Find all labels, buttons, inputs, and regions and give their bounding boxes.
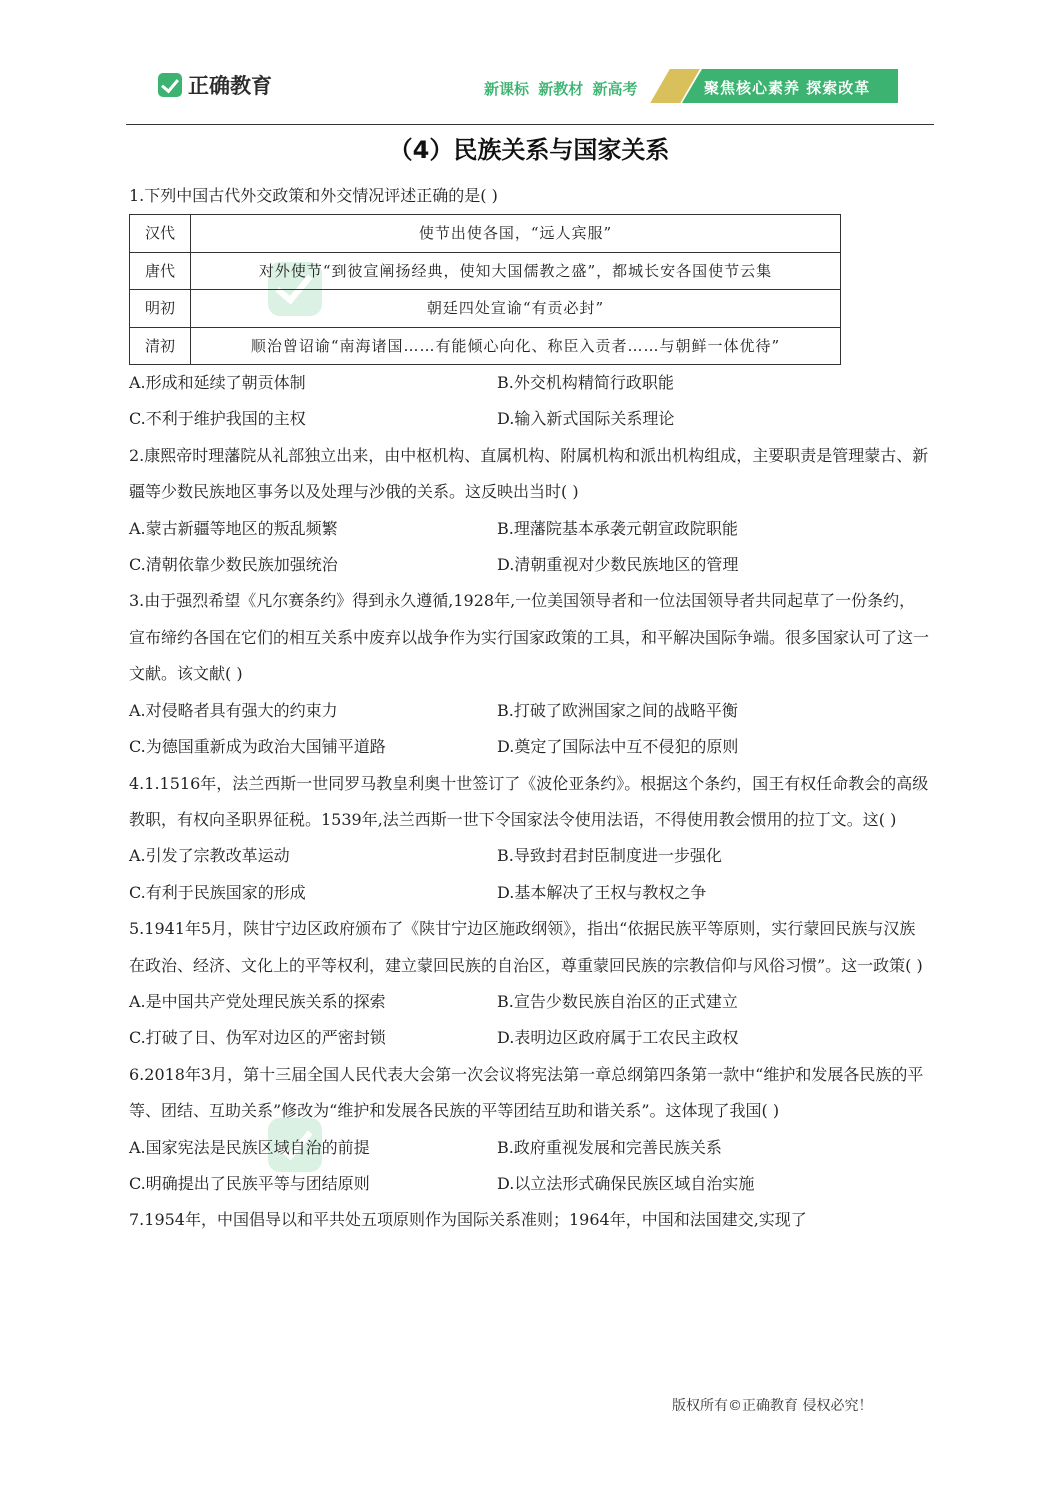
question-4-options bbox=[129, 838, 929, 911]
option-a: A.形成和延续了朝贡体制 bbox=[129, 373, 306, 393]
copyright-footer: 版权所有©正确教育 侵权必究！ bbox=[672, 1398, 873, 1414]
option-d: D.清朝重视对少数民族地区的管理 bbox=[497, 555, 739, 575]
checkmark-logo-icon bbox=[158, 73, 182, 97]
option-d: D.表明边区政府属于工农民主政权 bbox=[497, 1028, 739, 1048]
table-cell-desc: 使节出使各国，“远人宾服” bbox=[191, 215, 841, 252]
question-5-options bbox=[129, 984, 929, 1057]
question-5-stem: 5.1941年5月，陕甘宁边区政府颁布了《陕甘宁边区施政纲领》，指出“依据民族平等原则，实行蒙回民族与汉族在政治、经济、文化上的平等权利，建立蒙回民族的自治区，尊重蒙回民族的宗教信仰与风俗习惯”。这一政策( ) bbox=[129, 919, 923, 975]
table-cell-desc: 顺治曾诏谕“南海诸国……有能倾心向化、称臣入贡者……与朝鲜一体优待” bbox=[191, 327, 841, 364]
option-a: A.国家宪法是民族区域自治的前提 bbox=[129, 1137, 370, 1157]
option-c: C.打破了日、伪军对边区的严密封锁 bbox=[129, 1028, 386, 1048]
option-a: A.蒙古新疆等地区的叛乱频繁 bbox=[129, 518, 338, 538]
option-b: B.宣告少数民族自治区的正式建立 bbox=[497, 991, 738, 1011]
table-row bbox=[130, 252, 841, 289]
question-3-stem: 3.由于强烈希望《凡尔赛条约》得到永久遵循,1928年,一位美国领导者和一位法国领导者共同起草了一份条约，宣布缔约各国在它们的相互关系中废弃以战争作为实行国家政策的工具，和平解决国际争端。很多国家认可了这一文献。该文献( ) bbox=[129, 591, 930, 684]
table-cell-era: 明初 bbox=[130, 290, 191, 327]
table-row bbox=[130, 327, 841, 364]
table-cell-era: 唐代 bbox=[130, 252, 191, 289]
option-a: A.对侵略者具有强大的约束力 bbox=[129, 700, 338, 720]
option-d: D.输入新式国际关系理论 bbox=[497, 409, 675, 429]
question-4-stem: 4.1.1516年，法兰西斯一世同罗马教皇利奥十世签订了《波伦亚条约》。根据这个条约，国王有权任命教会的高级教职，有权向圣职界征税。1539年,法兰西斯一世下令国家法令使用法语，不得使用教会惯用的拉丁文。这( ) bbox=[129, 773, 929, 829]
banner-text: 聚焦核心素养 探索改革 bbox=[704, 79, 871, 97]
option-b: B.打破了欧洲国家之间的战略平衡 bbox=[497, 700, 738, 720]
question-1-stem: 1.下列中国古代外交政策和外交情况评述正确的是( ) bbox=[129, 186, 498, 205]
question-6-stem: 6.2018年3月，第十三届全国人民代表大会第一次会议将宪法第一章总纲第四条第一款中“维护和发展各民族的平等、团结、互助关系”修改为“维护和发展各民族的平等团结互助和谐关系”。这体现了我国( ) bbox=[129, 1064, 924, 1121]
slogan-text: 新课标 新教材 新高考 bbox=[484, 80, 638, 98]
option-c: C.有利于民族国家的形成 bbox=[129, 882, 306, 902]
question-2-stem: 2.康熙帝时理藩院从礼部独立出来，由中枢机构、直属机构、附属机构和派出机构组成，主要职责是管理蒙古、新疆等少数民族地区事务以及处理与沙俄的关系。这反映出当时( ) bbox=[129, 445, 929, 502]
option-d: D.基本解决了王权与教权之争 bbox=[497, 882, 707, 902]
question-1-options bbox=[129, 365, 929, 438]
table-row bbox=[130, 290, 841, 327]
option-d: D.奠定了国际法中互不侵犯的原则 bbox=[497, 737, 739, 757]
option-b: B.导致封君封臣制度进一步强化 bbox=[497, 846, 722, 866]
option-c: C.为德国重新成为政治大国铺平道路 bbox=[129, 737, 386, 757]
question-list bbox=[129, 178, 929, 1239]
header-divider bbox=[126, 124, 934, 125]
table-cell-desc: 朝廷四处宣谕“有贡必封” bbox=[191, 290, 841, 327]
option-b: B.理藩院基本承袭元朝宣政院职能 bbox=[497, 518, 738, 538]
slogan-banner bbox=[660, 69, 898, 103]
brand-name: 正确教育 bbox=[188, 74, 272, 98]
brand-logo bbox=[158, 70, 272, 100]
option-c: C.不利于维护我国的主权 bbox=[129, 409, 306, 429]
option-c: C.明确提出了民族平等与团结原则 bbox=[129, 1173, 370, 1193]
option-c: C.清朝依靠少数民族加强统治 bbox=[129, 555, 338, 575]
table-cell-desc: 对外使节“到彼宣阐扬经典，使知大国儒教之盛”，都城长安各国使节云集 bbox=[191, 252, 841, 289]
question-6-options bbox=[129, 1130, 929, 1203]
page-title: （4）民族关系与国家关系 bbox=[388, 136, 670, 164]
table-row bbox=[130, 215, 841, 252]
option-a: A.引发了宗教改革运动 bbox=[129, 846, 290, 866]
question-3-options bbox=[129, 693, 929, 766]
question-2-options bbox=[129, 511, 929, 584]
table-cell-era: 汉代 bbox=[130, 215, 191, 252]
question-1-table bbox=[129, 214, 841, 365]
option-b: B.政府重视发展和完善民族关系 bbox=[497, 1137, 722, 1157]
page-header bbox=[0, 0, 1058, 130]
option-d: D.以立法形式确保民族区域自治实施 bbox=[497, 1173, 755, 1193]
question-7-stem: 7.1954年，中国倡导以和平共处五项原则作为国际关系准则；1964年，中国和法国建交,实现了 bbox=[129, 1210, 807, 1230]
table-cell-era: 清初 bbox=[130, 327, 191, 364]
option-b: B.外交机构精简行政职能 bbox=[497, 373, 674, 393]
option-a: A.是中国共产党处理民族关系的探索 bbox=[129, 991, 386, 1011]
